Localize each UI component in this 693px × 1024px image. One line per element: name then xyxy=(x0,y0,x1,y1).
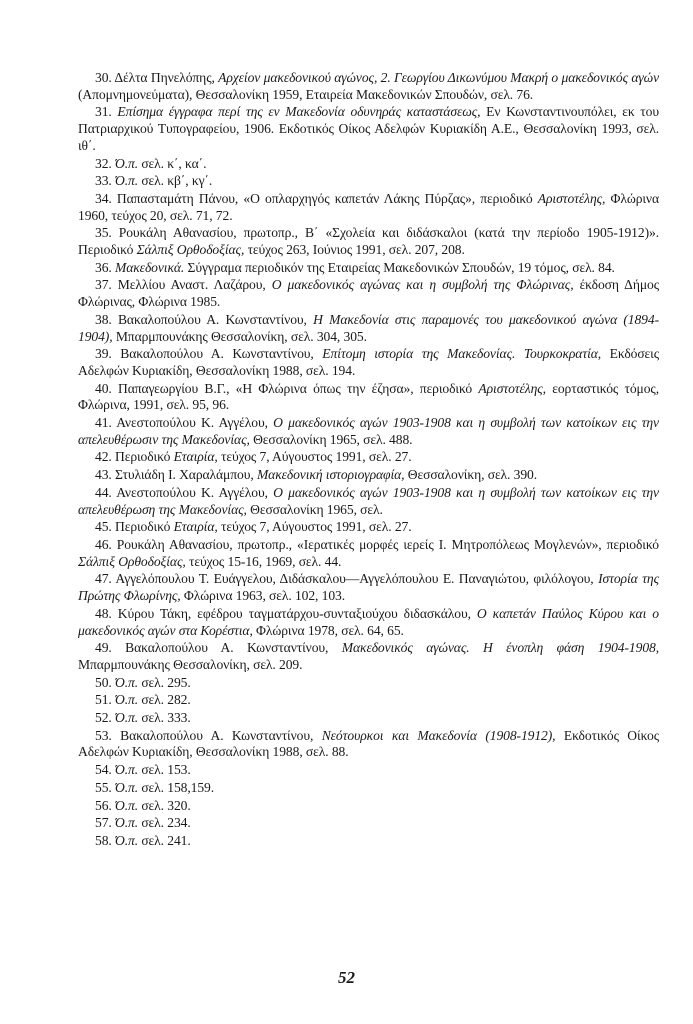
footnote xyxy=(78,173,659,190)
footnote-text: σελ. 295. xyxy=(138,674,191,690)
footnote-italic-text: Αριστοτέλης, xyxy=(478,380,546,396)
footnote-text: 36. xyxy=(95,259,115,275)
footnote-italic-text: Ό.π. xyxy=(115,797,139,813)
footnote-text: 51. xyxy=(95,692,115,708)
footnote-italic-text: Ο μακεδονικός αγώνας και η συμβολή της Φλώρινας, xyxy=(271,277,574,293)
footnote-text: Θεσσαλονίκη 1965, σελ. xyxy=(246,501,383,517)
footnote xyxy=(78,606,659,639)
footnote-text: σελ. 234. xyxy=(138,815,191,831)
footnote xyxy=(78,191,659,224)
footnote xyxy=(78,449,659,466)
footnote-text: Φλώρινα 1978, σελ. 64, 65. xyxy=(252,622,404,638)
footnote-text: τεύχος 7, Αύγουστος 1991, σελ. 27. xyxy=(217,519,412,535)
footnote-text: 43. Στυλιάδη Ι. Χαραλάμπου, xyxy=(95,467,257,483)
footnote-text: έκδοση Δήμος Φλώρινας, Φλώρινα 1985. xyxy=(78,277,660,310)
footnote xyxy=(78,571,659,604)
footnote xyxy=(78,762,659,779)
footnote-text: σελ. κβ΄, κγ΄. xyxy=(138,173,213,189)
footnote-text: Εκδοτικός Οίκος Αδελφών Κυριακίδη, Θεσσαλονίκη 1988, σελ. 88. xyxy=(78,727,660,760)
footnote-text: 38. Βακαλοπούλου Α. Κωνσταντίνου, xyxy=(95,311,314,327)
footnote-text: 31. xyxy=(95,104,118,120)
footnote-text: 42. Περιοδικό xyxy=(95,449,174,465)
footnote xyxy=(78,798,659,815)
footnote-text: 46. Ρουκάλη Αθανασίου, πρωτοπρ., «Ιερατικές μορφές ιερείς Ι. Μητροπόλεως Μογλενών», περιοδικό xyxy=(95,536,659,552)
footnote-text: 44. Ανεστοπούλου Κ. Αγγέλου, xyxy=(95,484,274,500)
footnote-text: 37. Μελλίου Αναστ. Λαζάρου, xyxy=(95,277,272,293)
footnote-text: 50. xyxy=(95,674,115,690)
footnote xyxy=(78,415,659,448)
footnote-italic-text: Επίσημα έγγραφα περί της εν Μακεδονία οδυνηράς καταστάσεως, xyxy=(117,104,481,120)
footnote-text: Σύγγραμα περιοδικόν της Εταιρείας Μακεδονικών Σπουδών, 19 τόμος, σελ. 84. xyxy=(184,259,615,275)
footnote-text: 48. Κύρου Τάκη, εφέδρου ταγματάρχου-συνταξιούχου διδασκάλου, xyxy=(95,605,477,621)
footnote-text: 55. xyxy=(95,779,115,795)
footnote-italic-text: Ο καπετάν Παύλος Κύρου και ο μακεδονικός αγών στα Κορέστια, xyxy=(78,605,659,638)
footnote-text: Θεσσαλονίκη 1965, σελ. 488. xyxy=(249,431,413,447)
footnote-italic-text: Μακεδονική ιστοριογραφία, xyxy=(256,467,405,483)
footnote-italic-text: Ο μακεδονικός αγών 1903-1908 και η συμβολή των κατοίκων εις την απελευθέρωσιν της Μακεδονίας, xyxy=(78,415,659,447)
footnote-italic-text: Εταιρία, xyxy=(173,519,218,535)
footnote-text: 57. xyxy=(95,815,115,831)
footnote xyxy=(78,519,659,536)
footnote xyxy=(78,780,659,797)
footnote xyxy=(78,156,659,173)
footnote-italic-text: Ό.π. xyxy=(115,173,139,189)
footnote-italic-text: Επίτομη ιστορία της Μακεδονίας. Τουρκοκρατία, xyxy=(322,346,602,362)
footnote-italic-text: Ό.π. xyxy=(115,692,139,708)
footnote-text: Θεσσαλονίκη, σελ. 390. xyxy=(404,467,538,483)
footnote-text: 49. Βακαλοπούλου Α. Κωνσταντίνου, xyxy=(95,640,342,656)
footnote xyxy=(78,728,659,761)
footnote-text: 58. xyxy=(95,832,115,848)
footnote xyxy=(78,710,659,727)
footnote-text: Εκδόσεις Αδελφών Κυριακίδη, Θεσσαλονίκη 1988, σελ. 194. xyxy=(78,346,659,378)
footnote-italic-text: Ό.π. xyxy=(115,155,139,171)
footnote-italic-text: Μακεδονικά. xyxy=(115,259,185,275)
footnote-text: 40. Παπαγεωργίου Β.Γ., «Η Φλώρινα όπως την έζησα», περιοδικό xyxy=(95,380,479,396)
footnote-text: Μπαρμπουνάκης Θεσσαλονίκη, σελ. 209. xyxy=(78,656,303,672)
footnote-text: τεύχος 15-16, 1969, σελ. 44. xyxy=(185,553,342,569)
footnote-text: σελ. 333. xyxy=(138,710,191,726)
footnote xyxy=(78,381,659,414)
footnote xyxy=(78,70,659,103)
footnote-italic-text: Εταιρία, xyxy=(173,449,218,465)
footnote-text: 54. xyxy=(95,762,115,778)
footnote-italic-text: Ιστορία της Πρώτης Φλωρίνης, xyxy=(78,571,659,604)
footnote xyxy=(78,815,659,832)
footnote-text: 53. Βακαλοπούλου Α. Κωνσταντίνου, xyxy=(95,727,322,743)
footnote-italic-text: Σάλπιξ Ορθοδοξίας, xyxy=(78,553,186,569)
footnote-text: Φλώρινα 1963, σελ. 102, 103. xyxy=(180,588,346,604)
footnote-text: Μπαρμπουνάκης Θεσσαλονίκη, σελ. 304, 305. xyxy=(112,328,367,344)
footnote xyxy=(78,640,659,673)
footnote xyxy=(78,346,659,379)
footnote-text: σελ. 282. xyxy=(138,692,191,708)
footnote-text: 45. Περιοδικό xyxy=(95,519,174,535)
footnote-italic-text: Ό.π. xyxy=(115,779,139,795)
footnote xyxy=(78,833,659,850)
footnote-text: Εν Κωνσταντινουπόλει, εκ του Πατριαρχικού Τυπογραφείου, 1906. Εκδοτικός Οίκος Αδελφών Κυριακίδη Α.Ε., Θεσσαλονίκη 1993, σελ. ιθ΄. xyxy=(78,104,659,153)
footnote xyxy=(78,485,659,518)
footnote-italic-text: Σάλπιξ Ορθοδοξίας, xyxy=(136,242,245,258)
footnote-text: 32. xyxy=(95,155,115,171)
footnote-text: σελ. 158,159. xyxy=(138,779,215,795)
footnote-text: σελ. κ΄, κα΄. xyxy=(138,155,207,171)
footnote-text: 52. xyxy=(95,710,115,726)
footnote-italic-text: Αριστοτέλης, xyxy=(537,190,606,206)
footnote-text: 35. Ρουκάλη Αθανασίου, πρωτοπρ., Β΄ «Σχολεία και διδάσκαλοι (κατά την περίοδο 1905-1912)». Περιοδικό xyxy=(78,225,659,258)
footnote-italic-text: Ό.π. xyxy=(115,762,139,778)
footnote xyxy=(78,692,659,709)
footnote xyxy=(78,225,659,258)
footnote-text: (Απομνημονεύματα), Θεσσαλονίκη 1959, Εταιρεία Μακεδονικών Σπουδών, σελ. 76. xyxy=(78,86,534,102)
footnote xyxy=(78,104,659,154)
footnote-text: 41. Ανεστοπούλου Κ. Αγγέλου, xyxy=(95,415,274,431)
footnote xyxy=(78,675,659,692)
footnote xyxy=(78,467,659,484)
footnote-text: 56. xyxy=(95,797,115,813)
footnote-italic-text: Μακεδονικός αγώνας. Η ένοπλη φάση 1904-1908, xyxy=(341,640,660,656)
footnote-text: εορταστικός τόμος, Φλώρινα, 1991, σελ. 95, 96. xyxy=(78,380,659,413)
footnote xyxy=(78,312,659,345)
footnote-italic-text: Η Μακεδονία στις παραμονές του μακεδονικού αγώνα (1894-1904), xyxy=(78,311,660,344)
footnote-italic-text: Αρχείον μακεδονικού αγώνος, 2. Γεωργίου Δικωνύμου Μακρή ο μακεδονικός αγών xyxy=(218,70,660,85)
footnote-text: 47. Αγγελόπουλου Τ. Ευάγγελου, Διδάσκαλου—Αγγελόπουλου Ε. Παναγιώτου, φιλόλογου, xyxy=(95,571,599,587)
footnote-text: 33. xyxy=(95,173,115,189)
footnotes-section xyxy=(78,70,659,851)
page-number: 52 xyxy=(338,968,355,987)
footnote-text: σελ. 241. xyxy=(138,832,191,848)
footnote xyxy=(78,537,659,570)
footnote-text: τεύχος 7, Αύγουστος 1991, σελ. 27. xyxy=(217,449,412,465)
footnote-text: τεύχος 263, Ιούνιος 1991, σελ. 207, 208. xyxy=(244,242,465,258)
footnote-italic-text: Ό.π. xyxy=(115,710,139,726)
footnote-text: 34. Παπασταμάτη Πάνου, «Ο οπλαρχηγός καπετάν Λάκης Πύρζας», περιοδικό xyxy=(95,190,538,206)
footnote-italic-text: Ό.π. xyxy=(115,815,139,831)
footnote xyxy=(78,277,659,310)
footnote-text: σελ. 153. xyxy=(138,762,191,778)
footnote-italic-text: Νεότουρκοι και Μακεδονία (1908-1912), xyxy=(321,727,556,743)
footnote-italic-text: Ο μακεδονικός αγών 1903-1908 και η συμβολή των κατοίκων εις την απελευθέρωση της Μακεδονίας, xyxy=(78,484,659,517)
footnote-text: Φλώρινα 1960, τεύχος 20, σελ. 71, 72. xyxy=(78,190,659,223)
footnote-text: 30. Δέλτα Πηνελόπης, xyxy=(95,70,219,85)
footnote-italic-text: Ό.π. xyxy=(115,832,139,848)
footnote-text: 39. Βακαλοπούλου Α. Κωνσταντίνου, xyxy=(95,346,323,362)
footnote-text: σελ. 320. xyxy=(138,797,191,813)
footnote xyxy=(78,260,659,277)
footnote-italic-text: Ό.π. xyxy=(115,674,139,690)
